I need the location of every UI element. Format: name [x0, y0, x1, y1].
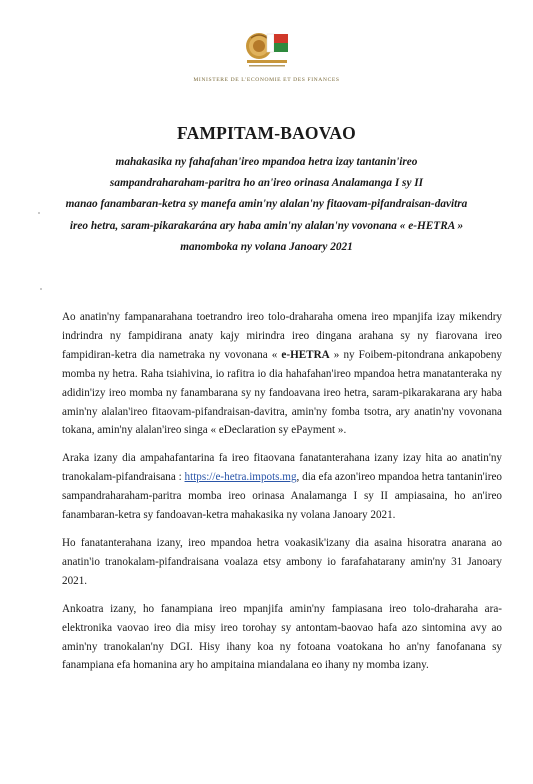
subtitle-line: sampandraharaham-paritra ho an'ireo orinasa Analamanga I sy II: [109, 177, 424, 190]
scan-speck: [38, 212, 40, 214]
document-body: [62, 308, 502, 684]
scan-speck: [40, 288, 42, 290]
header: [0, 24, 533, 83]
paragraph-text: , dia efa azon'ireo mpandoa hetra tantanin'ireo sampandraharaham-paritra momba ireo orinasa Analamanga I sy II ampiasaina, ho an'ireo fanambaran-ketra sy fandoavan-ketra mahakasika ny volana Janoary 2021.: [62, 471, 502, 522]
subtitle-line: manomboka ny volana Janoary 2021: [180, 240, 353, 253]
ministry-emblem-icon: [227, 24, 307, 76]
subtitle: [48, 152, 485, 258]
page-title: FAMPITAM-BAOVAO: [177, 123, 356, 143]
subtitle-line: ireo hetra, saram-pikarakarána ary haba amin'ny alalan'ny vovonana « e-HETRA »: [69, 219, 464, 232]
ministry-name: MINISTERE DE L'ECONOMIE ET DES FINANCES: [193, 77, 340, 83]
paragraph-3: Ho fanatanterahana izany, ireo mpandoa hetra voakasik'izany dia asaina hisoratra anarana ao anatin'io tranokalam-pifandraisana voalaza etsy ambony io farafahatarany amin'ny 31 Janoary 2021.: [62, 536, 502, 587]
paragraph-2: [62, 449, 502, 525]
website-link[interactable]: https://e-hetra.impots.mg: [184, 471, 297, 484]
paragraph-1: [62, 308, 502, 440]
platform-name: e-HETRA: [281, 348, 330, 361]
subtitle-line: manao fanambaran-ketra sy manefa amin'ny alalan'ny fitaovam-pifandraisan-davitra: [65, 198, 468, 211]
paragraph-text: Ao anatin'ny fampanarahana toetrandro ireo tolo-draharaha omena ireo mpanjifa izay mikendry indrindra ny fampidirana anaty kajy mirindra ireo dingana arahana sy ny fiarovana ireo fampidiran-ketra dia nametraka ny vovonana «: [62, 311, 502, 361]
paragraph-text: Araka izany dia ampahafantarina fa ireo fitaovana fanatanterahana izany izay hita ao anatin'ny tranokalam-pifandraisana :: [62, 452, 502, 484]
paragraph-text: » ny Foibem-pitondrana ankapobeny momba ny hetra. Raha tsiahivina, io rafitra io dia hahafahan'ireo mpandoa hetra manatanteraka ny adidin'izy ireo momba ny fanambarana sy ny fandoavana ireo hetra, saram-pikarakarana ary haba amin'ny alalan'ireo fitaovam-pifandraisan-davitra, amin'ny fomba tsotra, ary anatin'ny vovonana tokana, amin'ny alalan'ireo singa « eDeclaration sy ePayment ».: [62, 348, 502, 437]
subtitle-line: mahakasika ny fahafahan'ireo mpandoa hetra izay tantanin'ireo: [115, 156, 418, 168]
paragraph-4: Ankoatra izany, ho fanampiana ireo mpanjifa amin'ny fampiasana ireo tolo-draharaha ara-elektronika vaovao ireo dia misy ireo torohay sy antontam-baovao hafa azo sintomina avy ao amin'ny tranokalan'ny DGI. Hisy ihany koa ny fotoana voatokana ho an'ny fanofanana sy fanampiana efa homanina ary ho ampitaina miandalana eo ihany ny momba izany.: [62, 602, 502, 672]
